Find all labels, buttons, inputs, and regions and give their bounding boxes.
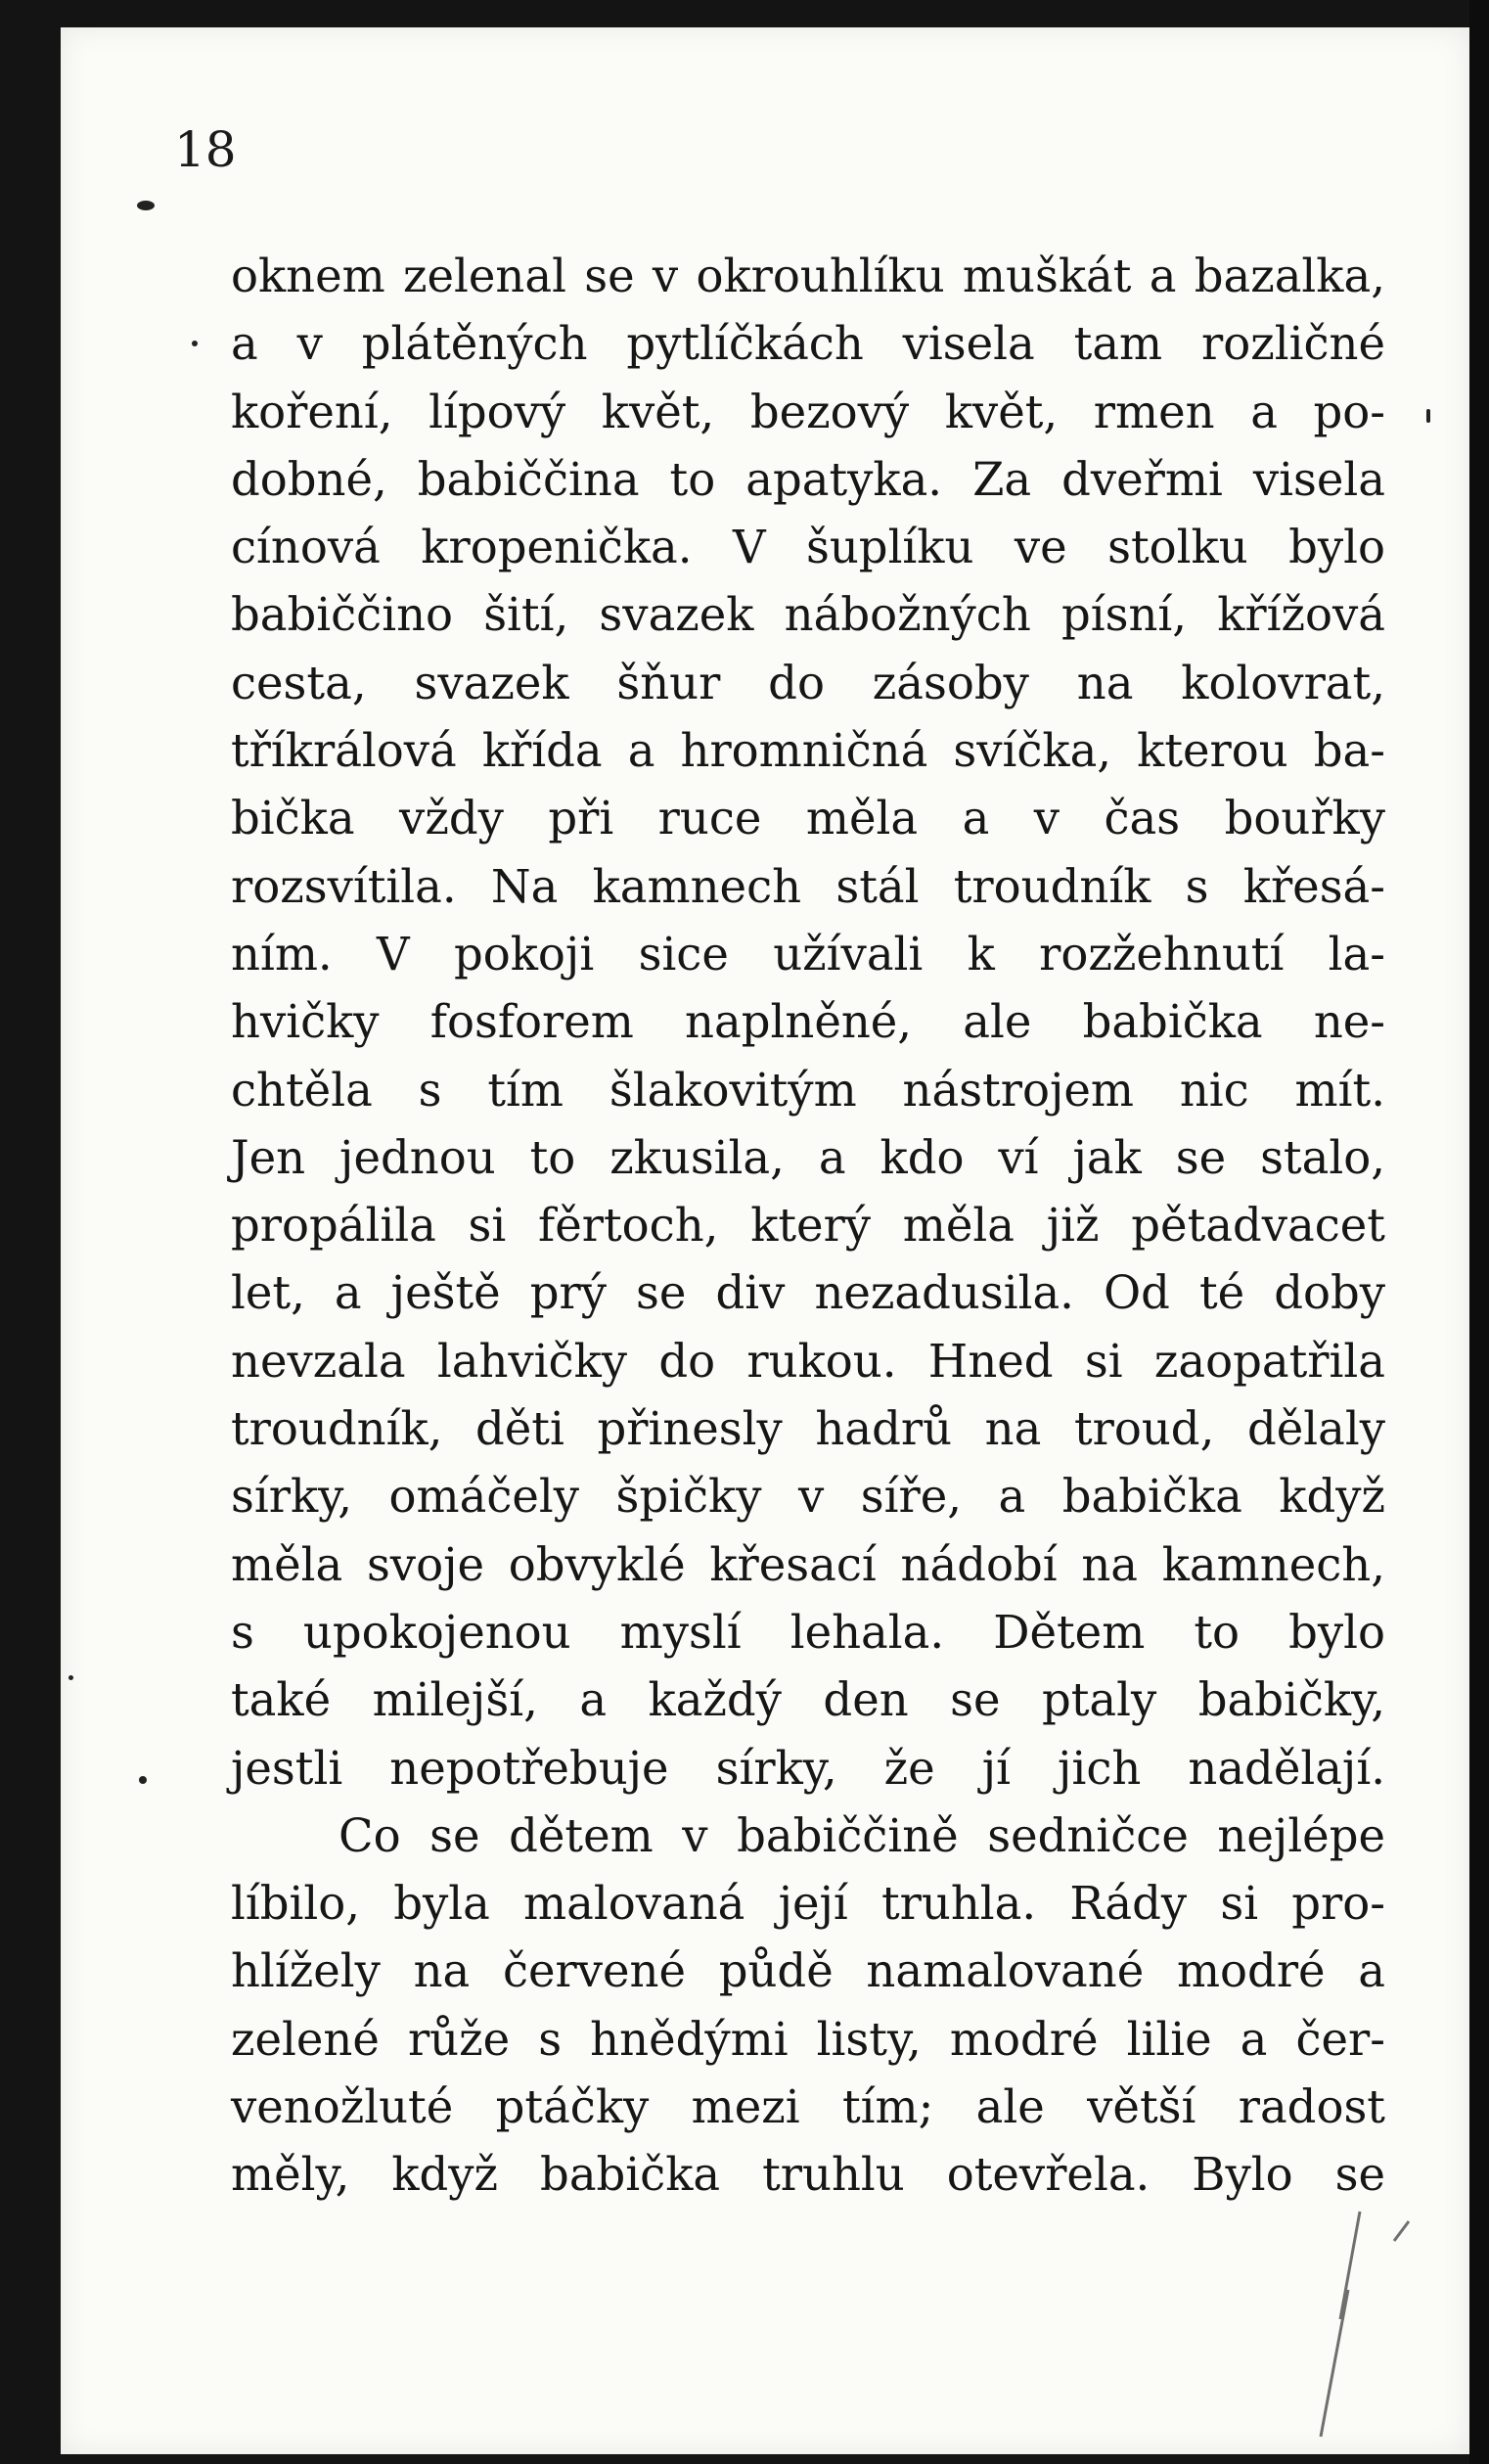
text-line: cesta, svazek šňur do zásoby na kolovrat, (231, 656, 1385, 709)
scan-edge (1469, 0, 1489, 2464)
scan-speck (68, 1675, 73, 1680)
text-line: let, a ještě prý se div nezadusila. Od té doby (231, 1266, 1385, 1320)
scan-speck (192, 341, 198, 346)
text-line: hlížely na červené půdě namalované modré a (231, 1944, 1385, 1998)
text-line: sírky, omáčely špičky v síře, a babička když (231, 1470, 1385, 1524)
text-line: líbilo, byla malovaná její truhla. Rády si pro- (231, 1877, 1385, 1931)
text-line: měly, když babička truhlu otevřela. Bylo se (231, 2148, 1385, 2202)
scan-speck (1426, 409, 1430, 423)
text-line: zelené růže s hnědými listy, modré lilie a čer- (231, 2012, 1385, 2066)
body-text (231, 243, 1385, 2210)
text-line: oknem zelenal se v okrouhlíku muškát a bazalka, (231, 250, 1385, 302)
scan-speck (139, 1776, 147, 1784)
text-line: hvičky fosforem naplněné, ale babička ne- (231, 995, 1385, 1049)
text-line: venožluté ptáčky mezi tím; ale větší radost (231, 2080, 1385, 2134)
text-line: bička vždy při ruce měla a v čas bouřky (231, 792, 1385, 845)
text-line: rozsvítila. Na kamnech stál troudník s křesá- (231, 859, 1385, 913)
paragraph-start-line: Co se dětem v babiččině sedničce nejlépe (338, 1808, 1385, 1862)
text-line: Jen jednou to zkusila, a kdo ví jak se stalo, (231, 1130, 1385, 1184)
scan-mark (1301, 2202, 1438, 2456)
text-line: ním. V pokoji sice užívali k rozžehnutí la- (231, 927, 1385, 981)
text-line: chtěla s tím šlakovitým nástrojem nic mít. (231, 1063, 1385, 1117)
text-line: koření, lípový květ, bezový květ, rmen a po- (231, 385, 1385, 438)
page-number: 18 (174, 121, 237, 178)
text-line: jestli nepotřebuje sírky, že jí jich nadělají. (231, 1741, 1385, 1795)
text-line: měla svoje obvyklé křesací nádobí na kamnech, (231, 1537, 1385, 1591)
text-line: tříkrálová křída a hromničná svíčka, kterou ba- (231, 724, 1385, 778)
text-line: a v plátěných pytlíčkách visela tam rozličné (231, 317, 1385, 371)
text-line: s upokojenou myslí lehala. Dětem to bylo (231, 1605, 1385, 1659)
text-line: babiččino šití, svazek nábožných písní, křížová (231, 588, 1385, 642)
text-line: také milejší, a každý den se ptaly babičky, (231, 1673, 1385, 1727)
text-line: propálila si fěrtoch, který měla již pětadvacet (231, 1199, 1385, 1253)
text-line: nevzala lahvičky do rukou. Hned si zaopatřila (231, 1334, 1385, 1388)
text-line: cínová kropenička. V šuplíku ve stolku bylo (231, 521, 1385, 574)
text-line: dobné, babiččina to apatyka. Za dveřmi visela (231, 452, 1385, 506)
text-line: troudník, děti přinesly hadrů na troud, dělaly (231, 1402, 1385, 1456)
scan-speck (137, 201, 155, 210)
